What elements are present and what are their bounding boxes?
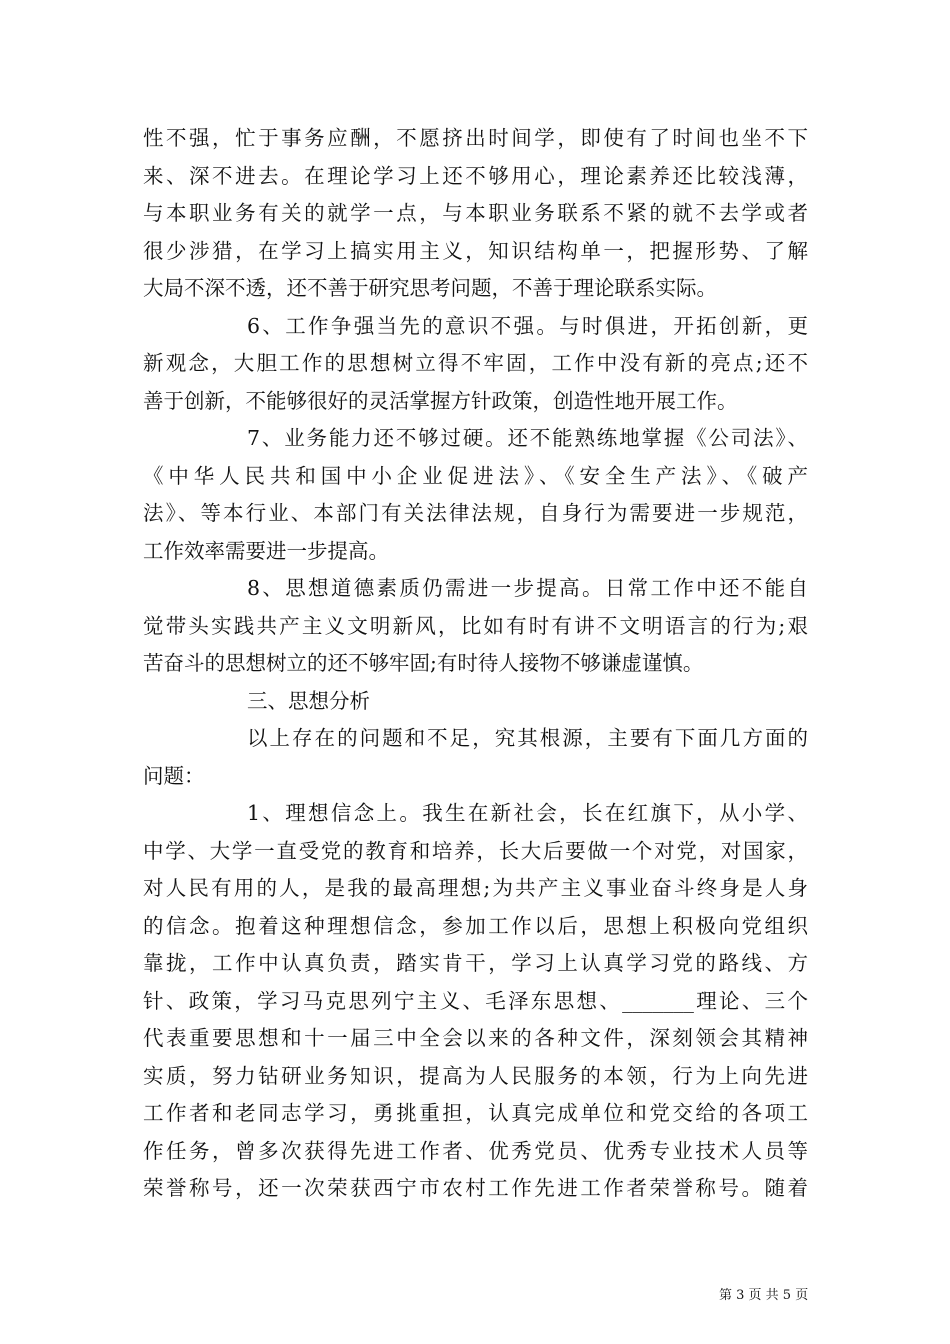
text-line: 以上存在的问题和不足，究其根源，主要有下面几方面的: [247, 726, 808, 750]
text-line: 很少涉猎，在学习上搞实用主义，知识结构单一，把握形势、了解: [143, 238, 808, 263]
text-line: 靠拢，工作中认真负责，踏实肯干，学习上认真学习党的路线、方: [143, 951, 808, 975]
text-line: 三、思想分析: [247, 688, 370, 713]
text-line: 对人民有用的人，是我的最高理想;为共产主义事业奋斗终身是人身: [143, 876, 808, 900]
text-line: 来、深不进去。在理论学习上还不够用心，理论素养还比较浅薄，: [143, 163, 808, 188]
text-line: 工作效率需要进一步提高。: [143, 538, 389, 563]
text-line: 1、理想信念上。我生在新社会，长在红旗下，从小学、: [247, 801, 808, 825]
text-line: 新观念，大胆工作的思想树立得不牢固，工作中没有新的亮点;还不: [143, 351, 808, 375]
text-line: 的信念。抱着这种理想信念，参加工作以后，思想上积极向党组织: [143, 913, 808, 938]
text-line: 性不强，忙于事务应酬，不愿挤出时间学，即使有了时间也坐不下: [143, 126, 808, 150]
text-line: 苦奋斗的思想树立的还不够牢固;有时待人接物不够谦虚谨慎。: [143, 651, 704, 675]
page-number-footer: 第 3 页 共 5 页: [719, 1288, 809, 1303]
document-body: [143, 120, 808, 1208]
text-line: 问题：: [143, 763, 205, 788]
text-line: 荣誉称号，还一次荣获西宁市农村工作先进工作者荣誉称号。随着: [143, 1176, 808, 1200]
text-line: 作任务，曾多次获得先进工作者、优秀党员、优秀专业技术人员等: [143, 1138, 808, 1163]
text-line: 7、业务能力还不够过硬。还不能熟练地掌握《公司法》、: [247, 426, 808, 450]
text-line: 法》、等本行业、本部门有关法律法规，自身行为需要进一步规范，: [143, 501, 808, 525]
text-line: 大局不深不透，还不善于研究思考问题，不善于理论联系实际。: [143, 276, 717, 300]
text-line: 8、思想道德素质仍需进一步提高。日常工作中还不能自: [247, 576, 808, 600]
text-line: 代表重要思想和十一届三中全会以来的各种文件，深刻领会其精神: [143, 1026, 808, 1050]
text-line: 实质，努力钻研业务知识，提高为人民服务的本领，行为上向先进: [143, 1063, 808, 1088]
text-line: 《中华人民共和国中小企业促进法》、《安全生产法》、《破产: [143, 463, 808, 488]
text-line: 针、政策，学习马克思列宁主义、毛泽东思想、_______理论、三个: [143, 988, 808, 1013]
text-line: 觉带头实践共产主义文明新风，比如有时有讲不文明语言的行为;艰: [143, 613, 808, 638]
text-line: 工作者和老同志学习，勇挑重担，认真完成单位和党交给的各项工: [143, 1101, 808, 1125]
text-line: 善于创新，不能够很好的灵活掌握方针政策，创造性地开展工作。: [143, 388, 738, 413]
text-line: 6、工作争强当先的意识不强。与时俱进，开拓创新，更: [247, 313, 808, 338]
text-line: 与本职业务有关的就学一点，与本职业务联系不紧的就不去学或者: [143, 201, 808, 225]
text-line: 中学、大学一直受党的教育和培养，长大后要做一个对党，对国家，: [143, 838, 808, 863]
